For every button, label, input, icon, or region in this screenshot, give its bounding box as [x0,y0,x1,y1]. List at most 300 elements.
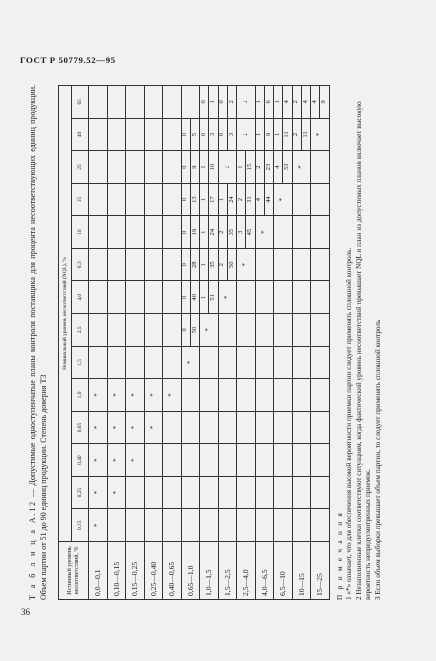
table-cell [107,248,126,281]
acceptance-plan [182,282,200,314]
table-cell [218,509,237,542]
table-cell [292,86,311,119]
row-label: 4,0—6,5 [255,542,274,600]
acceptance-plan [200,249,218,281]
note-3: 3 Если объем выборки превышает объем партии, то следует применять сплошной контроль [373,319,382,600]
table-cell [237,281,256,314]
table-cell [274,314,293,347]
table-cell [107,411,126,444]
table-cell [255,346,274,379]
table-cell [255,248,274,281]
sample-size: 44 [264,184,273,216]
acceptance-number: 2 [255,165,263,169]
table-cell [126,281,145,314]
table-cell [218,281,237,314]
table-cell [274,281,293,314]
table-cell [218,314,237,347]
table-cell [218,248,237,281]
table-cell [255,86,274,119]
cell-mark: * [148,393,157,397]
table-cell [255,314,274,347]
cell-mark: * [222,295,231,300]
row-label: 0,10—0,15 [107,542,126,600]
acceptance-plan [256,86,274,118]
nql-column-header: 0,40 [72,444,89,477]
acceptance-plan [200,216,218,248]
table-cell [89,411,108,444]
row-label: 0,40—0,65 [163,542,182,600]
table-cell [255,281,274,314]
table-cell [126,86,145,119]
sample-size: 50 [227,249,236,281]
table-cell [218,151,237,184]
table-cell [181,476,200,509]
table-cell [89,183,108,216]
table-cell [107,509,126,542]
table-cell [292,444,311,477]
table-row [89,86,108,600]
table-cell [144,216,163,249]
row-label: 0,65—1,0 [181,542,200,600]
row-label: 10—15 [292,542,311,600]
rotated-table-section [24,85,414,600]
acceptance-number: 1 [199,230,207,234]
table-cell [200,248,219,281]
table-cell [237,476,256,509]
sample-size: 51 [208,282,217,314]
table-cell [163,476,182,509]
table-cell [107,281,126,314]
table-cell [107,118,126,151]
sample-size: 9 [319,86,328,118]
table-cell [200,281,219,314]
nql-column-header: 4,0 [72,281,89,314]
table-cell [144,118,163,151]
table-cell [200,314,219,347]
sample-size: 3 [227,119,236,151]
acceptance-number: 1 [199,197,207,202]
table-cell [237,248,256,281]
table-cell [126,346,145,379]
acceptance-number: 2 [236,197,244,202]
cell-mark: * [148,425,157,430]
cell-mark: * [204,328,213,332]
table-cell [126,444,145,477]
sample-size: 23 [264,151,273,183]
row-label: 1,5—2,5 [218,542,237,600]
table-cell [163,346,182,379]
table-cell [237,411,256,444]
table-cell [144,86,163,119]
acceptance-plan [219,216,237,248]
table-cell [311,118,330,151]
table-cell [126,248,145,281]
table-cell [200,118,219,151]
nql-column-header: 0,65 [72,411,89,444]
table-cell [292,183,311,216]
cell-mark: * [130,458,139,462]
sample-size: 3 [208,119,217,151]
table-cell [126,314,145,347]
table-cell [311,379,330,412]
acceptance-number: 0 [181,328,189,332]
acceptance-number: 2 [292,132,300,137]
row-label: 0,15—0,25 [126,542,145,600]
table-cell [255,476,274,509]
table-cell [89,248,108,281]
acceptance-plan [256,184,274,216]
table-cell [89,379,108,412]
acceptance-number: 1 [199,165,207,169]
acceptance-number: 0 [218,132,226,137]
table-cell [89,216,108,249]
acceptance-number: 0 [181,295,189,299]
table-cell [218,476,237,509]
acceptance-plan [200,184,218,216]
table-cell [144,151,163,184]
table-cell [274,216,293,249]
sample-size: 17 [208,184,217,216]
cell-mark: * [130,393,139,397]
sample-size: 6 [264,86,273,118]
table-cell [292,314,311,347]
table-cell [311,346,330,379]
note-1: 1 «*» означает, что для обеспечения высокой вероятности приемки партии следует применять сплошной контроль. [345,247,354,600]
table-cell [126,379,145,412]
table-cell [292,151,311,184]
table-cell [107,86,126,119]
sample-size: 4 [282,86,291,118]
table-cell [274,476,293,509]
table-cell [200,476,219,509]
nql-column-header: 1,0 [72,379,89,412]
sample-size: 24 [208,216,217,248]
cell-mark: * [130,425,139,430]
table-row [218,86,237,600]
table-cell [144,346,163,379]
table-cell [311,86,330,119]
sample-size: 40 [190,282,199,314]
cell-mark: * [241,262,250,267]
table-cell [200,151,219,184]
acceptance-plan [219,86,237,118]
table-cell [181,281,200,314]
sample-size: 5 [190,119,199,151]
cell-mark: * [185,360,194,365]
table-row [126,86,145,600]
table-cell [237,118,256,151]
row-label: 2,5—4,0 [237,542,256,600]
table-cell [126,151,145,184]
table-cell [274,118,293,151]
sample-size: 15 [245,151,254,183]
cell-mark: * [93,425,102,430]
nql-column-header: 25 [72,151,89,184]
table-cell [311,151,330,184]
sample-size: 28 [190,249,199,281]
acceptance-number: 2 [292,100,300,104]
table-cell [181,86,200,119]
table-cell [126,411,145,444]
table-cell [274,411,293,444]
table-cell [181,151,200,184]
cell-mark: * [111,425,120,430]
row-label: 6,5—10 [274,542,293,600]
cell-mark: * [315,132,324,137]
table-cell [181,314,200,347]
table-cell [200,86,219,119]
table-cell [292,379,311,412]
acceptance-plan [274,119,292,151]
nql-column-header: 0,25 [72,476,89,509]
table-row [292,86,311,600]
table-cell [255,411,274,444]
table-cell [255,151,274,184]
table-cell [181,346,200,379]
table-cell [255,509,274,542]
table-cell [218,411,237,444]
table-cell [107,216,126,249]
table-cell [163,281,182,314]
acceptance-number: 4 [310,100,318,104]
table-cell [163,86,182,119]
table-cell [126,509,145,542]
table-row [200,86,219,600]
table-cell [292,118,311,151]
sample-size: 35 [208,249,217,281]
table-cell [237,183,256,216]
table-cell [89,509,108,542]
acceptance-number: 1 [273,132,281,137]
row-label: 0,25—0,40 [144,542,163,600]
table-cell [292,248,311,281]
cell-mark: * [93,490,102,495]
acceptance-number: 1 [199,263,207,267]
table-cell [311,183,330,216]
table-cell [311,216,330,249]
sample-size: 11 [301,119,310,151]
table-cell [200,216,219,249]
nql-column-header: 10 [72,216,89,249]
acceptance-plan [182,151,200,183]
cell-mark: * [296,165,305,169]
sample-size: 2 [227,86,236,118]
table-cell [311,509,330,542]
acceptance-number: 1 [255,132,263,137]
acceptance-plan [219,184,237,216]
cell-mark: * [111,458,120,462]
acceptance-plan [219,249,237,281]
table-cell [163,509,182,542]
table-cell [311,444,330,477]
table-cell [144,509,163,542]
table-cell [126,118,145,151]
cell-mark: * [93,458,102,462]
table-cell [181,248,200,281]
acceptance-plan [256,151,274,183]
cell-mark: * [111,490,120,495]
row-label: 1,0—1,5 [200,542,219,600]
table-cell [200,411,219,444]
table-cell [200,183,219,216]
table-cell [144,411,163,444]
acceptance-number: 4 [273,165,281,169]
nql-column-header: 1,5 [72,346,89,379]
acceptance-plan [200,86,218,118]
sample-size: 11 [282,119,291,151]
table-cell [311,281,330,314]
table-cell [163,118,182,151]
table-cell [274,183,293,216]
table-cell [218,346,237,379]
table-cell [255,118,274,151]
acceptance-plan [293,86,311,118]
notes-title: П р и м е ч а н и я [336,511,344,600]
table-cell [237,314,256,347]
acceptance-number: 1 [199,295,207,299]
sample-size: 4 [301,86,310,118]
acceptance-plan [182,216,200,248]
cell-mark: * [259,230,268,234]
table-row [274,86,293,600]
acceptance-plan [237,216,255,248]
table-cell [292,346,311,379]
table-cell [255,183,274,216]
table-row [255,86,274,600]
table-cell [107,314,126,347]
sample-size: 31 [245,184,254,216]
table-cell [311,411,330,444]
acceptance-number: 3 [236,230,244,234]
table-cell [218,86,237,119]
sample-size: 45 [245,216,254,248]
sample-size: 13 [190,184,199,216]
cell-mark: * [278,197,287,202]
table-cell [89,118,108,151]
acceptance-plan [200,151,218,183]
table-cell [181,216,200,249]
caption-label: Т а б л и ц а А.12 [28,500,37,600]
acceptance-number: 0 [181,197,189,202]
table-cell [181,118,200,151]
row-header: Истинный уровень несоответствий, % [59,542,89,600]
table-row [181,86,200,600]
group-header: Номинальный уровень несоответствий (NQL), % [59,86,72,542]
table-cell [274,379,293,412]
notes-block [336,85,383,600]
acceptance-number: 1 [218,197,226,202]
table-cell [311,248,330,281]
table-cell [292,216,311,249]
sample-size: 9 [190,151,199,183]
cell-mark: ↓ [222,165,231,169]
table-cell [255,444,274,477]
acceptance-plan [293,119,311,151]
table-cell [107,444,126,477]
caption-text: — Допустимые одноступенчатые планы контроля поставщика для процента несоответствующих единиц продукции. Объем партии от 51 до 90 единиц продукции. Степень доверия Т3 [28,84,48,600]
sample-size: 50 [190,314,199,346]
table-row [311,86,330,600]
page-number: 36 [21,607,30,617]
table-cell [163,411,182,444]
table-cell [163,183,182,216]
acceptance-plan [274,86,292,118]
plans-table [58,85,330,600]
table-cell [89,476,108,509]
cell-mark: ↓ [241,100,250,104]
acceptance-number: 0 [181,230,189,234]
acceptance-number: 2 [218,230,226,234]
table-cell [181,379,200,412]
table-cell [292,509,311,542]
table-cell [274,151,293,184]
table-cell [200,444,219,477]
table-cell [237,379,256,412]
table-cell [218,216,237,249]
nql-header-row [72,86,89,600]
acceptance-number: 0 [181,132,189,137]
table-cell [126,183,145,216]
acceptance-plan [200,119,218,151]
table-cell [311,314,330,347]
table-cell [89,86,108,119]
table-row [107,86,126,600]
table-caption [28,85,49,600]
row-label: 0,0—0,1 [89,542,108,600]
acceptance-plan [237,151,255,183]
table-cell [237,151,256,184]
table-cell [237,509,256,542]
acceptance-plan [237,184,255,216]
table-row [237,86,256,600]
table-cell [163,248,182,281]
acceptance-number: 2 [218,263,226,267]
acceptance-number: 1 [273,100,281,104]
cell-mark: * [111,393,120,397]
sample-size: 1 [208,86,217,118]
acceptance-plan [311,86,329,118]
table-cell [144,444,163,477]
table-cell [107,151,126,184]
acceptance-plan [274,151,292,183]
table-cell [144,379,163,412]
acceptance-number: 0 [199,100,207,104]
table-cell [163,151,182,184]
cell-mark: * [93,523,102,527]
table-cell [89,314,108,347]
table-cell [89,151,108,184]
table-cell [274,248,293,281]
table-cell [274,346,293,379]
acceptance-number: 4 [255,197,263,202]
table-cell [89,281,108,314]
acceptance-plan [182,249,200,281]
acceptance-number: 0 [218,100,226,104]
table-cell [107,379,126,412]
table-cell [237,444,256,477]
table-cell [218,118,237,151]
table-body [89,86,330,600]
table-cell [181,411,200,444]
table-cell [163,444,182,477]
table-cell [274,509,293,542]
table-cell [255,216,274,249]
sample-size: 10 [208,151,217,183]
table-cell [274,86,293,119]
table-cell [255,379,274,412]
sample-size: 33 [282,151,291,183]
acceptance-number: 1 [236,165,244,169]
